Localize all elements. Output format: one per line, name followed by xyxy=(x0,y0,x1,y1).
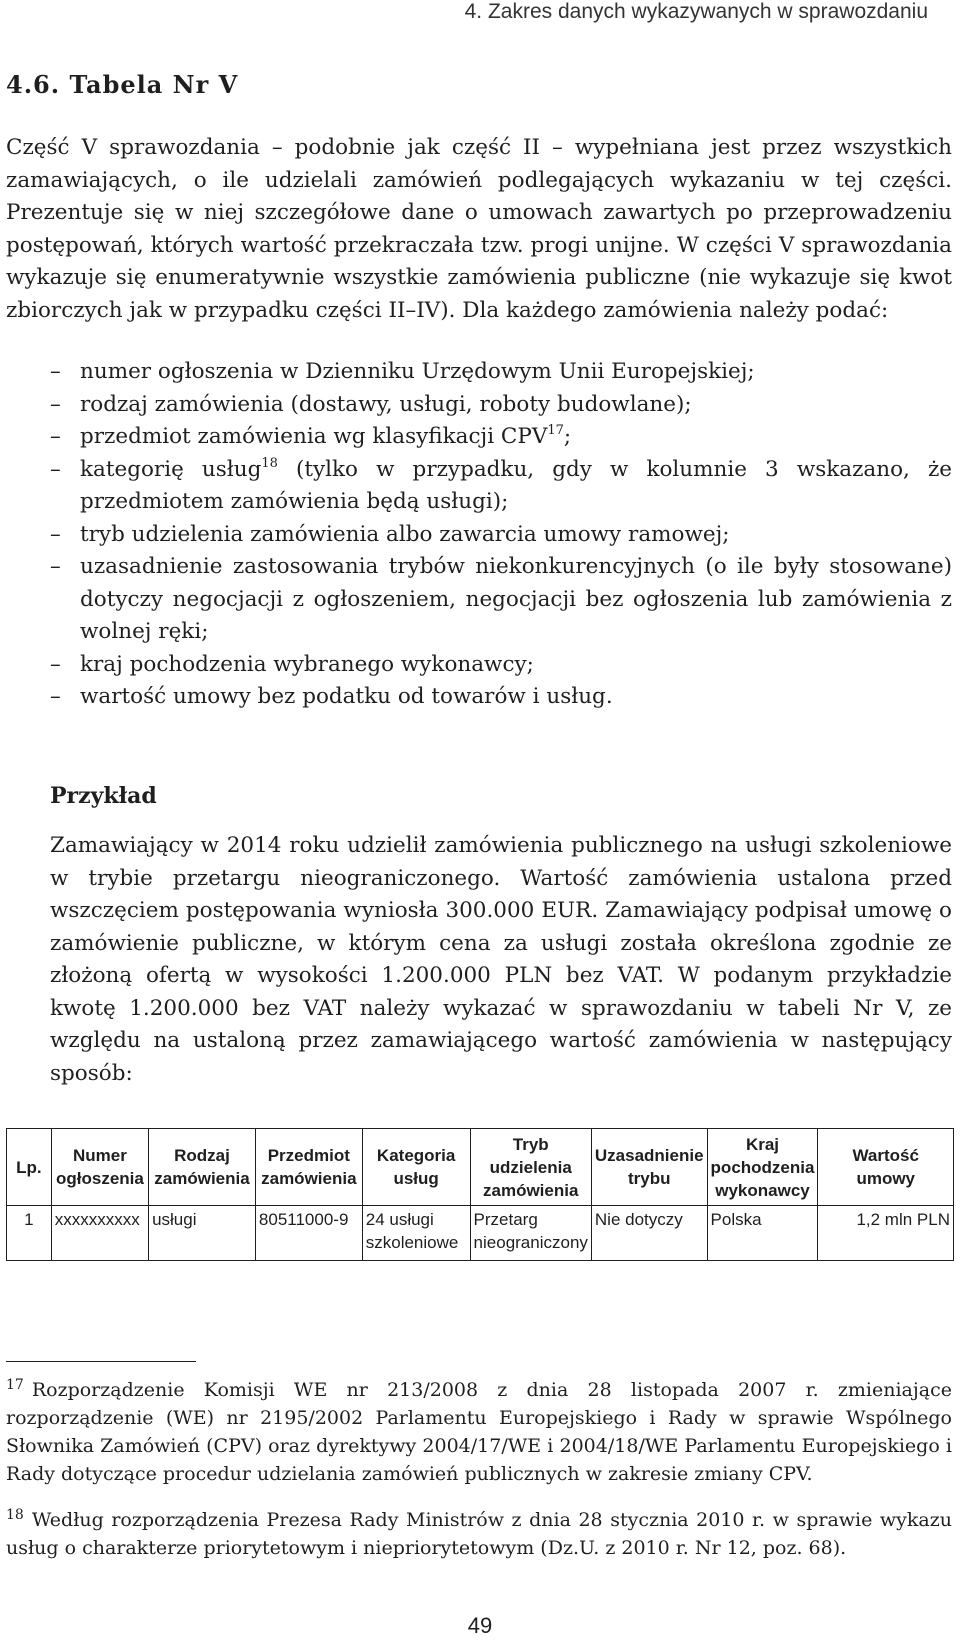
header-kategoria: Kategoria usług xyxy=(362,1129,470,1206)
footnote-ref-18[interactable]: 18 xyxy=(261,455,278,471)
header-kraj: Kraj pochodzenia wykonawcy xyxy=(707,1129,818,1206)
footnote-text: Według rozporządzenia Prezesa Rady Ministrów z dnia 28 stycznia 2010 r. w sprawie wykazu usług o charakterze priorytetowym i niepriorytetowym (Dz.U. z 2010 r. Nr 12, poz. 68). xyxy=(6,1509,952,1559)
cell-lp: 1 xyxy=(7,1206,52,1261)
list-item: – wartość umowy bez podatku od towarów i usług. xyxy=(50,681,952,714)
header-tryb: Tryb udzielenia zamówienia xyxy=(470,1129,591,1206)
list-item: – przedmiot zamówienia wg klasyfikacji CPV$^{17}$; xyxy=(50,421,952,454)
footnote-17 xyxy=(6,1376,952,1488)
header-rodzaj: Rodzaj zamówienia xyxy=(149,1129,256,1206)
running-head: 4. Zakres danych wykazywanych w sprawozdaniu xyxy=(464,0,928,23)
footnote-number: 17 xyxy=(6,1377,24,1393)
footnote-18 xyxy=(6,1506,952,1562)
cell-uzasadnienie: Nie dotyczy xyxy=(591,1206,707,1261)
footnote-number: 18 xyxy=(6,1507,24,1523)
cell-kategoria: 24 usługi szkoleniowe xyxy=(362,1206,470,1261)
list-item: – kraj pochodzenia wybranego wykonawcy; xyxy=(50,649,952,682)
list-item: – kategorię usług$^{18}$ (tylko w przypadku, gdy w kolumnie 3 wskazano, że przedmiotem zamówienia będą usługi); xyxy=(50,454,952,519)
header-uzasadnienie: Uzasadnienie trybu xyxy=(591,1129,707,1206)
report-table xyxy=(6,1128,954,1261)
list-item: – rodzaj zamówienia (dostawy, usługi, roboty budowlane); xyxy=(50,389,952,422)
list-item: – numer ogłoszenia w Dzienniku Urzędowym Unii Europejskiej; xyxy=(50,356,952,389)
cell-tryb: Przetarg nieograniczony xyxy=(470,1206,591,1261)
required-data-list xyxy=(50,356,952,714)
cell-rodzaj: usługi xyxy=(149,1206,256,1261)
page-number: 49 xyxy=(467,1613,493,1638)
header-numer: Numer ogłoszenia xyxy=(51,1129,148,1206)
cell-przedmiot: 80511000-9 xyxy=(255,1206,362,1261)
list-item: – uzasadnienie zastosowania trybów niekonkurencyjnych (o ile były stosowane) dotyczy negocjacji z ogłoszeniem, negocjacji bez ogłoszenia lub zamówienia z wolnej ręki; xyxy=(50,551,952,649)
footnote-text: Rozporządzenie Komisji WE nr 213/2008 z dnia 28 listopada 2007 r. zmieniające rozporządzenie (WE) nr 2195/2002 Parlamentu Europejskiego i Rady w sprawie Wspólnego Słownika Zamówień (CPV) oraz dyrektywy 2004/17/WE i 2004/18/WE Parlamentu Europejskiego i Rady dotyczące procedur udzielania zamówień publicznych w zakresie zmiany CPV. xyxy=(6,1379,952,1485)
footnote-ref-17[interactable]: 17 xyxy=(547,423,564,438)
cell-numer: xxxxxxxxxx xyxy=(51,1206,148,1261)
header-przedmiot: Przedmiot zamówienia xyxy=(255,1129,362,1206)
intro-paragraph: Część V sprawozdania – podobnie jak część II – wypełniana jest przez wszystkich zamawiających, o ile udzielali zamówień podlegających wykazaniu w tej części. Prezentuje się w niej szczegółowe dane o umowach zawartych po przeprowadzeniu postępowań, których wartość przekraczała tzw. progi unijne. W części V sprawozdania wykazuje się enumeratywnie wszystkie zamówienia publiczne (nie wykazuje się kwot zbiorczych jak w przypadku części II–IV). Dla każdego zamówienia należy podać: xyxy=(6,135,952,323)
cell-wartosc: 1,2 mln PLN xyxy=(818,1206,954,1261)
example-paragraph: Zamawiający w 2014 roku udzielił zamówienia publicznego na usługi szkoleniowe w trybie przetargu nieograniczonego. Wartość zamówienia ustalona przed wszczęciem postępowania wyniosła 300.000 EUR. Zamawiający podpisał umowę o zamówienie publiczne, w którym cena za usługi została określona zgodnie ze złożoną ofertą w wysokości 1.200.000 PLN bez VAT. W podanym przykładzie kwotę 1.200.000 bez VAT należy wykazać w sprawozdaniu w tabeli Nr V, ze względu na ustaloną przez zamawiającego wartość zamówienia w następujący sposób: xyxy=(50,833,952,1086)
table-row xyxy=(7,1206,954,1261)
footnote-divider xyxy=(6,1361,196,1362)
table-header-row xyxy=(7,1129,954,1206)
example-heading: Przykład xyxy=(50,783,157,809)
header-wartosc: Wartość umowy xyxy=(818,1129,954,1206)
list-item: – tryb udzielenia zamówienia albo zawarcia umowy ramowej; xyxy=(50,519,952,552)
header-lp: Lp. xyxy=(7,1129,52,1206)
cell-kraj: Polska xyxy=(707,1206,818,1261)
section-title: 4.6. Tabela Nr V xyxy=(6,70,239,99)
